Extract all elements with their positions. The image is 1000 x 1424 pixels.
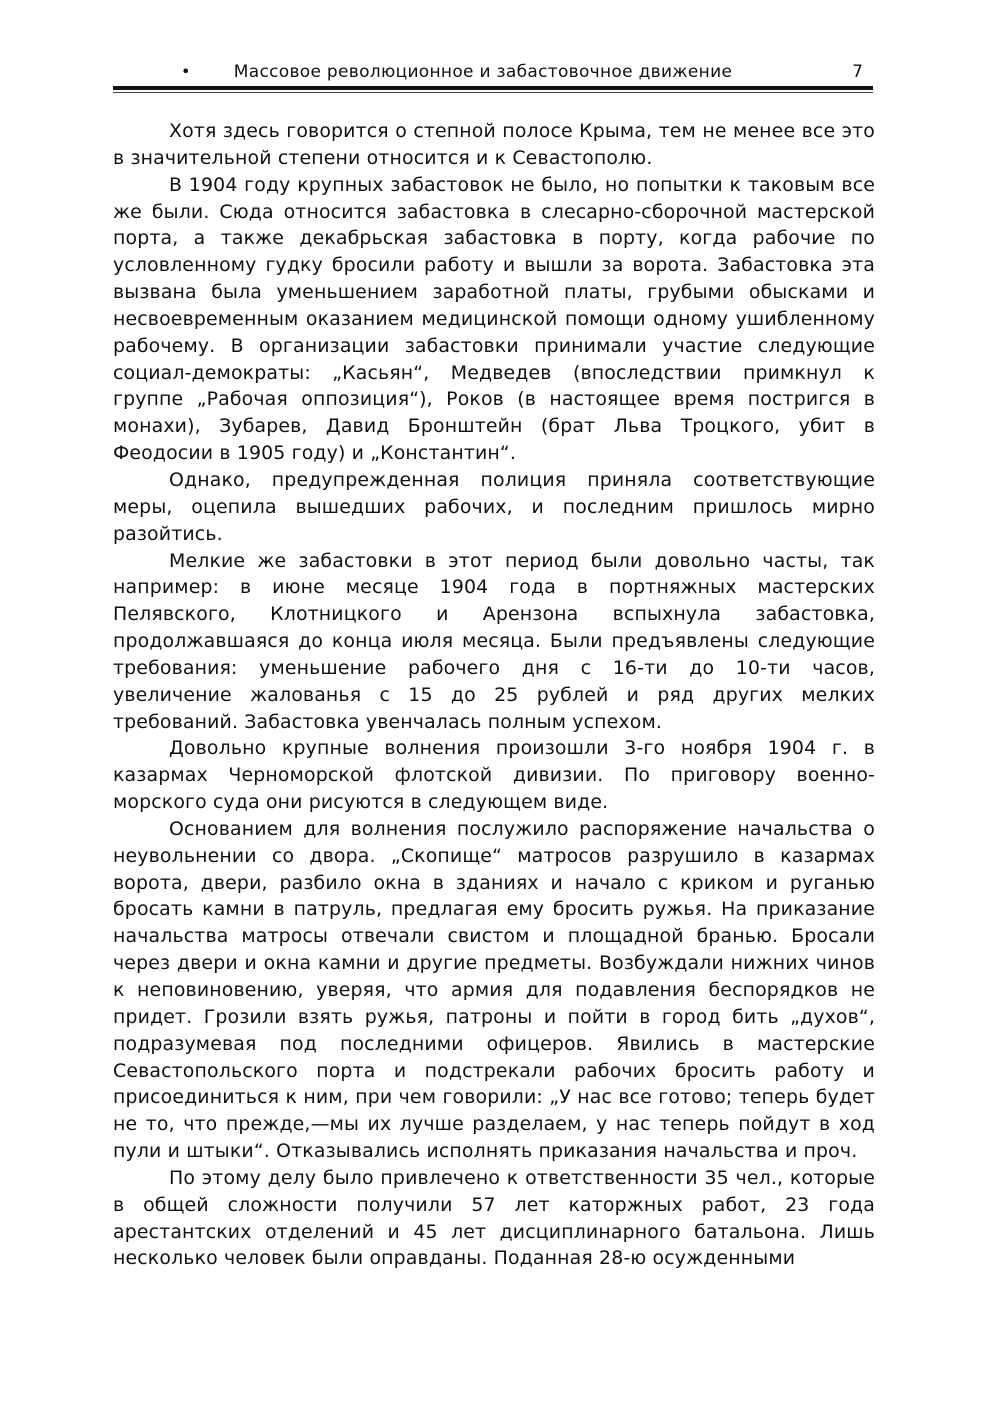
- paragraph-crimea: Хотя здесь говорится о степной полосе Крыма, тем не менее все это в значительной степени относится и к Севастополю.: [113, 120, 875, 169]
- paragraph-unrest: Довольно крупные волнения произошли 3-го ноября 1904 г. в казармах Черноморской флотской дивизии. По приговору военно-морского суда они рисуются в следующем виде.: [113, 737, 875, 814]
- paragraph-1904-strikes: В 1904 году крупных забастовок не было, но попытки к таковым все же были. Сюда относится забастовка в слесарно-сборочной мастерской порта, а также декабрьская забастовка в порту, когда рабочие по условленному гудку бросили работу и вышли за ворота. Забастовка эта вызвана была уменьшением заработной платы, грубыми обысками и несвоевременным оказанием медицинской помощи одному ушибленному рабочему. В организации забастовки принимали участие следующие социал-демократы: „Касьян“, Медведев (впоследствии примкнул к группе „Рабочая оппозиция“), Роков (в настоящее время постригся в монахи), Зубарев, Давид Бронштейн (брат Льва Троцкого, убит в Феодосии в 1905 году) и „Константин“.: [113, 173, 875, 465]
- paragraph-verdict: По этому делу было привлечено к ответственности 35 чел., которые в общей сложности получили 57 лет каторжных работ, 23 года арестантских отделений и 45 лет дисциплинарного батальона. Лишь несколько человек были оправданы. Поданная 28-ю осужденными: [113, 1166, 875, 1270]
- page-number: 7: [852, 62, 863, 82]
- header-marker: •: [181, 62, 191, 81]
- header-rule-thick: [113, 86, 873, 90]
- paragraph-police: Однако, предупрежденная полиция приняла соответствующие меры, оцепила вышедших рабочих, и последним пришлось мирно разойтись.: [113, 468, 875, 545]
- paragraph-cause: Основанием для волнения послужило распоряжение начальства о неувольнении со двора. „Скопище“ матросов разрушило в казармах ворота, двери, разбило окна в зданиях и начало с криком и руганью бросать камни в патруль, предлагая ему бросить ружья. На приказание начальства матросы отвечали свистом и площадной бранью. Бросали через двери и окна камни и другие предметы. Возбуждали нижних чинов к неповиновению, уверяя, что армия для подавления беспорядков не придет. Грозили взять ружья, патроны и пойти в город бить „духов“, подразумевая под последними офицеров. Явились в мастерские Севастопольского порта и подстрекали рабочих бросить работу и присоединиться к ним, при чем говорили: „У нас все готово; теперь будет не то, что прежде,—мы их лучше разделаем, у нас теперь пойдут в ход пули и штыки“. Отказывались исполнять приказания начальства и проч.: [113, 817, 875, 1163]
- paragraph-small-strikes: Мелкие же забастовки в этот период были довольно часты, так например: в июне месяце 1904 года в портняжных мастерских Пелявского, Клотницкого и Арензона вспыхнула забастовка, продолжавшаяся до конца июля месяца. Были предъявлены следующие требования: уменьшение рабочего дня с 16-ти до 10-ти часов, увеличение жалованья с 15 до 25 рублей и ряд других мелких требований. Забастовка увенчалась полным успехом.: [113, 549, 875, 733]
- header-rule-thin: [113, 92, 873, 93]
- running-title: Массовое революционное и забастовочное движение: [233, 62, 733, 82]
- body-text: [113, 118, 875, 1272]
- running-header: [113, 58, 883, 98]
